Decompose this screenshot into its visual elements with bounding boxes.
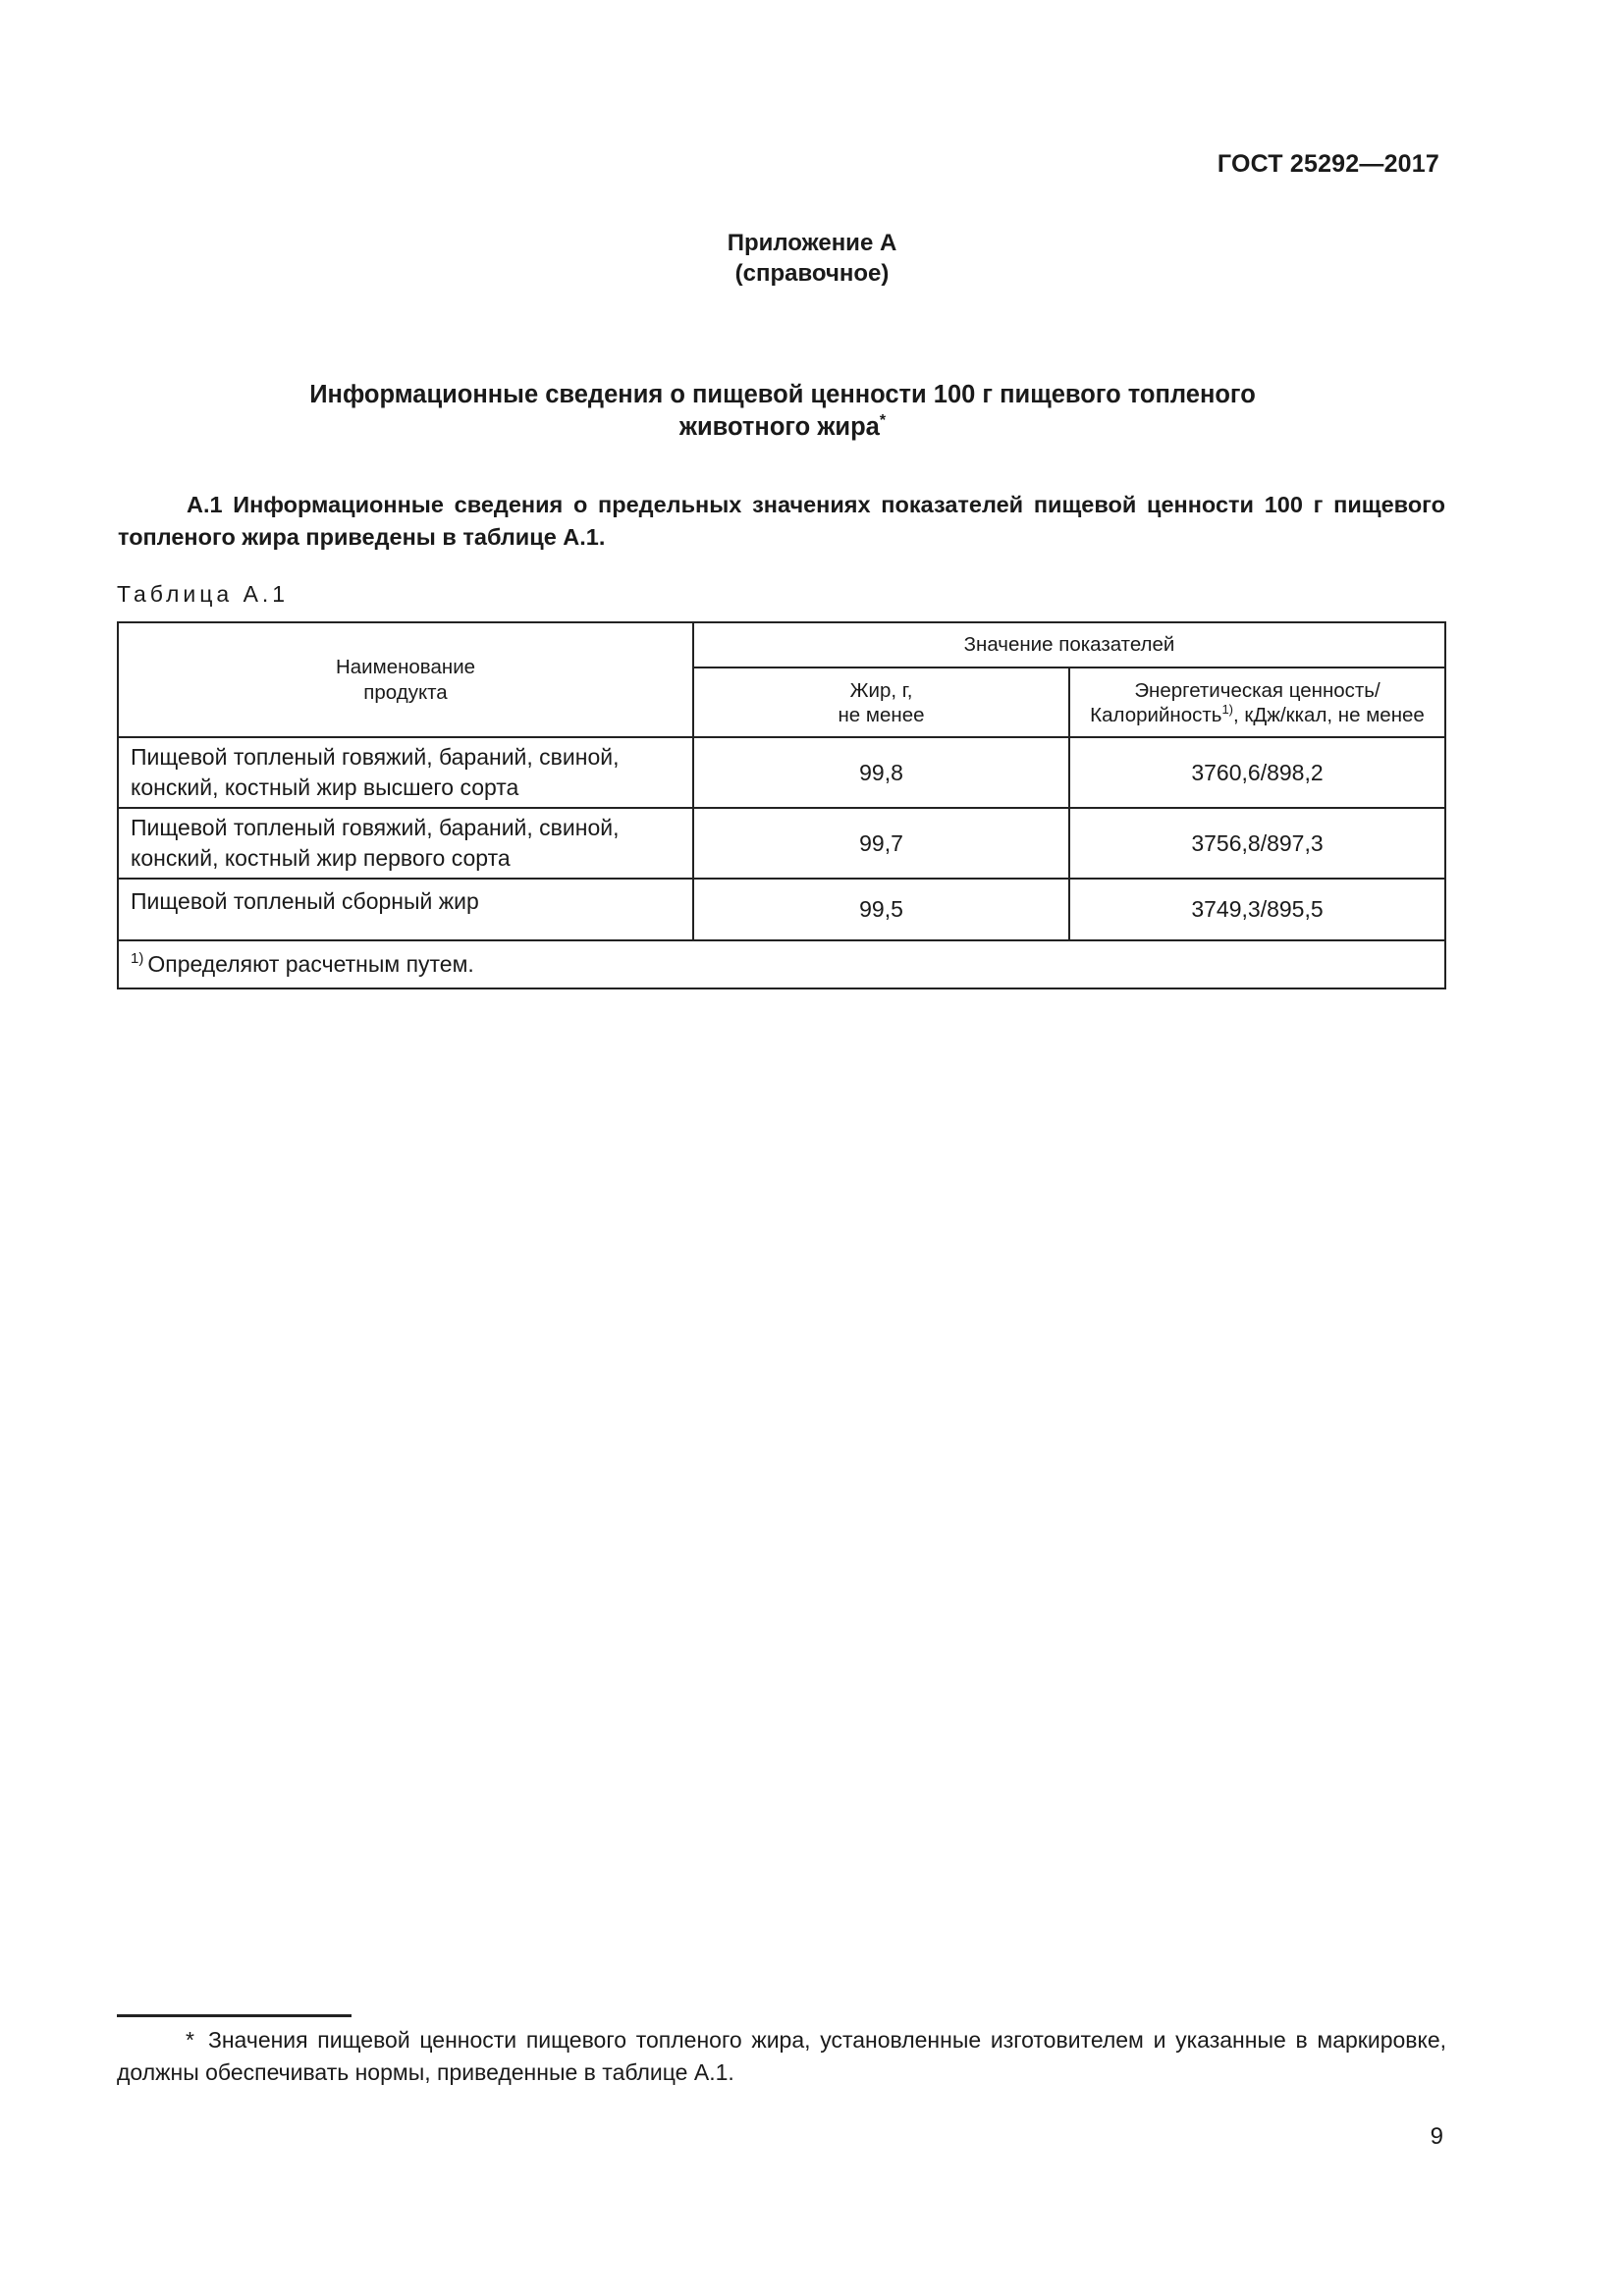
header-energy-line1: Энергетическая ценность/ — [1134, 678, 1380, 702]
fat-value-cell: 99,7 — [693, 808, 1069, 879]
product-name-cell: Пищевой топленый говяжий, бараний, свиной, конский, костный жир первого сорта — [118, 808, 693, 879]
header-product-name-line1: Наименование — [335, 655, 476, 678]
product-name-cell: Пищевой топленый говяжий, бараний, свиной, конский, костный жир высшего сорта — [118, 737, 693, 808]
nutrition-table — [117, 621, 1446, 989]
clause-a1-paragraph: А.1 Информационные сведения о предельных значениях показателей пищевой ценности 100 г пищевого топленого жира приведены в таблице А.1. — [118, 492, 1445, 550]
footnote-text: Значения пищевой ценности пищевого топленого жира, установленные изготовителем и указанные в маркировке, должны обеспечивать нормы, приведенные в таблице А.1. — [117, 2027, 1446, 2085]
section-title-text: животного жира — [678, 413, 880, 441]
header-energy-units: , кДж/ккал, не менее — [1233, 703, 1425, 726]
section-title-line2 — [0, 411, 1565, 444]
header-indicator-values: Значение показателей — [693, 622, 1445, 667]
fat-value-cell: 99,8 — [693, 737, 1069, 808]
energy-value-cell: 3749,3/895,5 — [1069, 879, 1445, 940]
header-fat-line1: Жир, г, — [849, 678, 913, 702]
page-number: 9 — [1430, 2123, 1443, 2150]
header-energy-note-mark: 1) — [1221, 701, 1233, 717]
header-product-name-line2: продукта — [363, 680, 448, 704]
header-product-name — [118, 622, 693, 737]
header-energy — [1069, 667, 1445, 737]
document-id: ГОСТ 25292—2017 — [1217, 150, 1439, 178]
header-energy-line2 — [1082, 703, 1433, 727]
footnote-separator — [117, 2014, 352, 2017]
table-caption: Таблица А.1 — [117, 581, 290, 607]
header-fat — [693, 667, 1069, 737]
table-note-mark: 1) — [131, 950, 144, 967]
table-row — [118, 737, 1445, 808]
header-fat-line2: не менее — [838, 703, 925, 726]
table-note-row — [118, 940, 1445, 988]
appendix-heading — [0, 228, 1624, 289]
table-row — [118, 808, 1445, 879]
energy-value-cell: 3760,6/898,2 — [1069, 737, 1445, 808]
table-note — [118, 940, 1445, 988]
footnote-mark: * — [186, 2027, 194, 2053]
energy-value-cell: 3756,8/897,3 — [1069, 808, 1445, 879]
product-name-cell: Пищевой топленый сборный жир — [118, 879, 693, 940]
appendix-title: Приложение А — [727, 230, 897, 256]
header-energy-caloric: Калорийность — [1090, 703, 1222, 726]
appendix-status: (справочное) — [734, 260, 890, 287]
fat-value-cell: 99,5 — [693, 879, 1069, 940]
table-row — [118, 879, 1445, 940]
section-title-line1: Информационные сведения о пищевой ценности 100 г пищевого топленого — [309, 381, 1256, 408]
section-title — [0, 379, 1565, 444]
page-footnote — [117, 2024, 1446, 2089]
footnote-reference: * — [879, 412, 887, 429]
table-note-text: Определяют расчетным путем. — [147, 951, 474, 977]
